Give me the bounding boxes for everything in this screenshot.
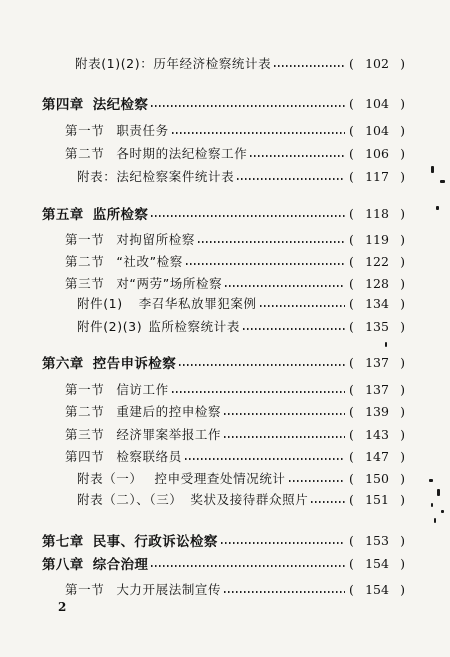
- entry-title: 李召华私放罪犯案例: [138, 296, 257, 311]
- dot-leader: [224, 436, 345, 438]
- entry-title: 监所检察统计表: [148, 319, 240, 334]
- entry-label: 第二节: [65, 404, 105, 419]
- page-number: 153: [365, 532, 389, 548]
- paren-open: (: [349, 381, 354, 397]
- dot-leader: [311, 501, 345, 503]
- entry-title: 控告申诉检察: [92, 356, 177, 372]
- dot-leader: [250, 155, 345, 157]
- paren-close: ): [400, 275, 405, 291]
- scan-speck: [436, 206, 439, 210]
- page-number: 117: [365, 168, 389, 184]
- page-ref: [349, 404, 405, 419]
- entry-label: 附件(2)(3): [77, 319, 143, 334]
- entry-label: 第一节: [65, 382, 105, 397]
- page-number: 118: [365, 205, 389, 221]
- paren-close: ): [400, 95, 405, 111]
- appendix-entry: [77, 317, 405, 335]
- page-number: 119: [365, 231, 389, 247]
- page-ref: [349, 319, 405, 334]
- section-entry: [65, 425, 405, 443]
- entry-label: 第八章: [42, 557, 84, 573]
- section-entry: [65, 447, 405, 465]
- entry-title: 监所检察: [92, 207, 149, 223]
- page-ref: [349, 56, 405, 71]
- page-ref: [349, 382, 405, 397]
- paren-open: (: [349, 470, 354, 486]
- paren-close: ): [400, 295, 405, 311]
- chapter-entry: [42, 554, 405, 572]
- entry-title: “社改”检察: [116, 254, 183, 269]
- section-entry: [65, 402, 405, 420]
- entry-title: 职责任务: [116, 123, 169, 138]
- entry-title: 各时期的法纪检察工作: [116, 146, 248, 161]
- page-ref: [349, 232, 405, 247]
- page-ref: [349, 123, 405, 138]
- page-ref: [349, 276, 405, 291]
- page-ref: [349, 449, 405, 464]
- entry-title: 大力开展法制宣传: [116, 582, 222, 597]
- entry-label: 第三节: [65, 427, 105, 442]
- page-ref: [349, 254, 405, 269]
- scan-speck: [431, 166, 434, 173]
- scan-speck: [385, 342, 387, 347]
- page-number: 135: [365, 318, 389, 334]
- entry-label: 第四节: [65, 449, 105, 464]
- scan-speck: [440, 180, 445, 183]
- section-entry: [65, 121, 405, 139]
- paren-open: (: [349, 55, 354, 71]
- page-ref: [349, 427, 405, 442]
- paren-close: ): [400, 381, 405, 397]
- page-ref: [349, 296, 405, 311]
- entry-title: 法纪检察: [92, 97, 149, 113]
- dot-leader: [151, 215, 345, 217]
- entry-title: 重建后的控申检察: [116, 404, 222, 419]
- entry-title: 历年经济检察统计表: [153, 56, 272, 71]
- entry-label: 附表（二）、（三）: [77, 492, 183, 507]
- section-entry: [65, 144, 405, 162]
- dot-leader: [224, 591, 345, 593]
- paren-close: ): [400, 555, 405, 571]
- page-number: 128: [365, 275, 389, 291]
- dot-leader: [151, 105, 345, 107]
- paren-close: ): [400, 470, 405, 486]
- entry-label: 第二节: [65, 254, 105, 269]
- page-number: 154: [365, 555, 389, 571]
- paren-open: (: [349, 253, 354, 269]
- section-entry: [65, 230, 405, 248]
- dot-leader: [225, 285, 345, 287]
- page-number: 102: [365, 55, 389, 71]
- page-ref: [349, 471, 405, 486]
- entry-label: 第六章: [42, 356, 84, 372]
- entry-title: 检察联络员: [116, 449, 182, 464]
- page-ref: [349, 96, 405, 111]
- dot-leader: [198, 241, 345, 243]
- paren-open: (: [349, 426, 354, 442]
- section-entry: [65, 580, 405, 598]
- page-number: 104: [365, 122, 389, 138]
- page-number: 134: [365, 295, 389, 311]
- page-ref: [349, 169, 405, 184]
- scan-speck: [441, 510, 444, 513]
- paren-open: (: [349, 231, 354, 247]
- section-entry: [65, 380, 405, 398]
- appendix-entry: [77, 469, 405, 487]
- dot-leader: [185, 458, 345, 460]
- paren-open: (: [349, 295, 354, 311]
- entry-label: 附表(1)(2)：: [75, 56, 154, 71]
- page-number: 154: [365, 581, 389, 597]
- dot-leader: [172, 132, 345, 134]
- paren-close: ): [400, 532, 405, 548]
- entry-label: 第五章: [42, 207, 84, 223]
- paren-open: (: [349, 205, 354, 221]
- paren-open: (: [349, 168, 354, 184]
- entry-title: 综合治理: [92, 557, 149, 573]
- page-ref: [349, 492, 405, 507]
- page-ref: [349, 206, 405, 221]
- page-ref: [349, 533, 405, 548]
- paren-open: (: [349, 145, 354, 161]
- entry-label: 附表（一）: [77, 471, 143, 486]
- paren-close: ): [400, 55, 405, 71]
- entry-title: 民事、行政诉讼检察: [92, 534, 218, 550]
- paren-close: ): [400, 426, 405, 442]
- appendix-entry: [75, 54, 405, 72]
- dot-leader: [151, 565, 345, 567]
- paren-open: (: [349, 581, 354, 597]
- entry-label: 第七章: [42, 534, 84, 550]
- entry-label: 附件(1): [77, 296, 123, 311]
- paren-open: (: [349, 275, 354, 291]
- paren-close: ): [400, 581, 405, 597]
- entry-title: 法纪检察案件统计表: [116, 169, 235, 184]
- dot-leader: [243, 328, 345, 330]
- paren-open: (: [349, 354, 354, 370]
- appendix-entry: [77, 490, 405, 508]
- paren-close: ): [400, 168, 405, 184]
- paren-close: ): [400, 205, 405, 221]
- scan-speck: [437, 489, 440, 496]
- entry-title: 控申受理查处情况统计: [154, 471, 286, 486]
- page-number: 104: [365, 95, 389, 111]
- dot-leader: [221, 542, 345, 544]
- paren-close: ): [400, 318, 405, 334]
- appendix-entry: [77, 167, 405, 185]
- scan-speck: [434, 518, 436, 523]
- entry-title: 对“两劳”场所检察: [116, 276, 223, 291]
- dot-leader: [172, 391, 345, 393]
- entry-label: 第一节: [65, 123, 105, 138]
- page-number: 147: [365, 448, 389, 464]
- page-number: 137: [365, 354, 389, 370]
- dot-leader: [260, 305, 345, 307]
- chapter-entry: [42, 353, 405, 371]
- entry-title: 信访工作: [116, 382, 169, 397]
- scan-speck: [429, 479, 433, 482]
- chapter-entry: [42, 531, 405, 549]
- entry-label: 附表：: [77, 169, 117, 184]
- chapter-entry: [42, 94, 405, 112]
- dot-leader: [186, 263, 345, 265]
- section-entry: [65, 252, 405, 270]
- paren-open: (: [349, 95, 354, 111]
- page-ref: [349, 355, 405, 370]
- paren-close: ): [400, 354, 405, 370]
- entry-title: 对拘留所检察: [116, 232, 195, 247]
- chapter-entry: [42, 204, 405, 222]
- entry-label: 第三节: [65, 276, 105, 291]
- page-number: 122: [365, 253, 389, 269]
- entry-label: 第一节: [65, 582, 105, 597]
- page-ref: [349, 556, 405, 571]
- page-number: 137: [365, 381, 389, 397]
- page-ref: [349, 582, 405, 597]
- page-number: 151: [365, 491, 389, 507]
- dot-leader: [289, 480, 345, 482]
- paren-open: (: [349, 122, 354, 138]
- dot-leader: [224, 413, 345, 415]
- paren-open: (: [349, 318, 354, 334]
- entry-title: 经济罪案举报工作: [116, 427, 222, 442]
- entry-label: 第一节: [65, 232, 105, 247]
- paren-close: ): [400, 403, 405, 419]
- paren-close: ): [400, 145, 405, 161]
- page-number: 143: [365, 426, 389, 442]
- paren-close: ): [400, 253, 405, 269]
- paren-close: ): [400, 122, 405, 138]
- entry-title: 奖状及接待群众照片: [190, 492, 309, 507]
- page-number: 139: [365, 403, 389, 419]
- entry-label: 第二节: [65, 146, 105, 161]
- paren-open: (: [349, 555, 354, 571]
- section-entry: [65, 274, 405, 292]
- paren-open: (: [349, 448, 354, 464]
- paren-close: ): [400, 231, 405, 247]
- paren-open: (: [349, 491, 354, 507]
- page-ref: [349, 146, 405, 161]
- paren-open: (: [349, 532, 354, 548]
- scan-speck: [431, 503, 433, 507]
- paren-close: ): [400, 448, 405, 464]
- page-number: 150: [365, 470, 389, 486]
- paren-close: ): [400, 491, 405, 507]
- dot-leader: [179, 364, 345, 366]
- paren-open: (: [349, 403, 354, 419]
- appendix-entry: [77, 294, 405, 312]
- entry-label: 第四章: [42, 97, 84, 113]
- folio-page-number: 2: [58, 600, 67, 614]
- dot-leader: [274, 65, 345, 67]
- dot-leader: [237, 178, 345, 180]
- page-number: 106: [365, 145, 389, 161]
